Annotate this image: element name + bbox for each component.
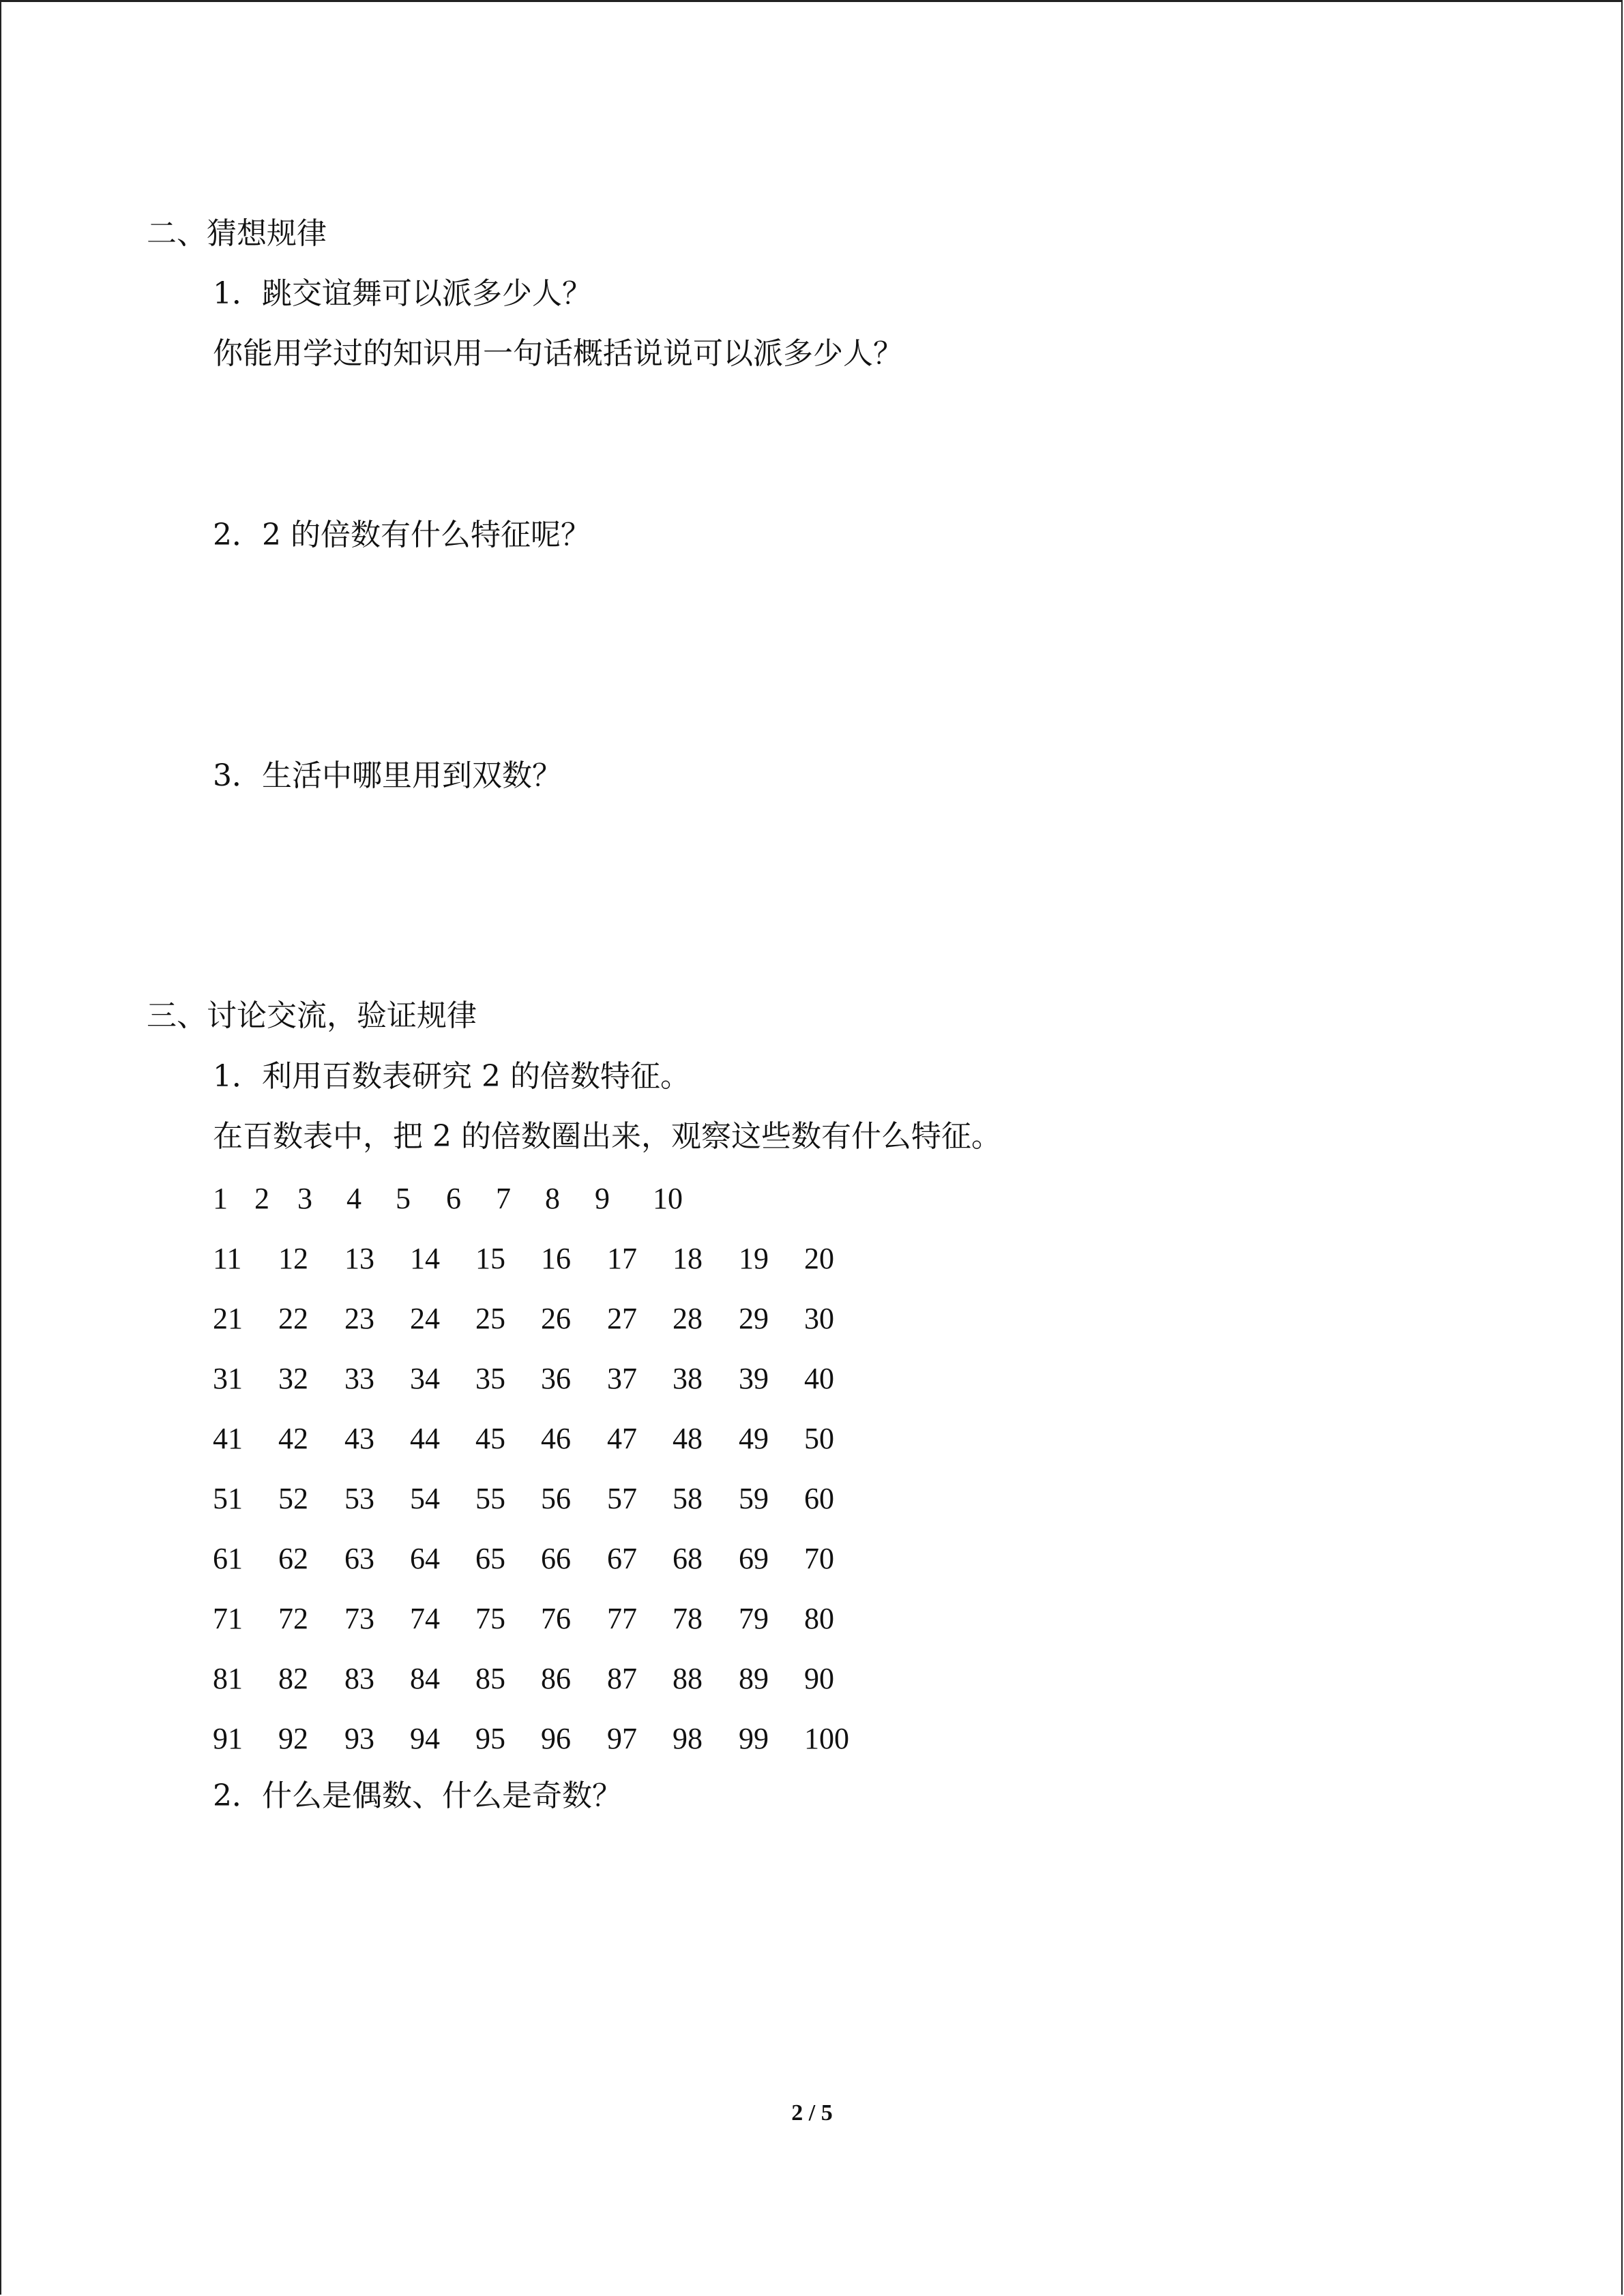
table-cell: 76 [541,1602,571,1635]
table-cell: 33 [344,1362,374,1395]
table-cell: 89 [739,1662,769,1695]
table-cell: 27 [607,1302,637,1335]
table-cell: 61 [213,1542,243,1575]
table-cell: 35 [475,1362,505,1395]
table-cell: 97 [607,1722,637,1755]
table-cell: 55 [475,1482,505,1515]
table-cell: 93 [344,1722,374,1755]
table-cell: 19 [739,1242,769,1275]
table-cell: 30 [804,1302,834,1335]
table-cell: 86 [541,1662,571,1695]
table-cell: 83 [344,1662,374,1695]
table-cell: 95 [475,1722,505,1755]
table-cell: 13 [344,1242,374,1275]
table-cell: 79 [739,1602,769,1635]
table-cell: 60 [804,1482,834,1515]
table-cell: 25 [475,1302,505,1335]
table-cell: 28 [673,1302,703,1335]
table-cell: 12 [278,1242,308,1275]
table-cell: 68 [673,1542,703,1575]
table-cell: 23 [344,1302,374,1335]
question-1-dance: 1．跳交谊舞可以派多少人？ [213,276,592,311]
table-cell: 53 [344,1482,374,1515]
table-cell: 54 [410,1482,440,1515]
table-cell: 48 [673,1422,703,1455]
question-2-multiples: 2．2 的倍数有什么特征呢？ [213,518,591,552]
table-cell: 88 [673,1662,703,1695]
table-cell: 2 [254,1182,269,1215]
table-cell: 59 [739,1482,769,1515]
table-cell: 34 [410,1362,440,1395]
table-cell: 20 [804,1242,834,1275]
page-number: 2 / 5 [791,2100,833,2126]
table-cell: 96 [541,1722,571,1755]
table-cell: 1 [213,1182,228,1215]
table-cell: 10 [653,1182,683,1215]
question-3-even-in-life: 3．生活中哪里用到双数？ [213,758,562,793]
table-cell: 39 [739,1362,769,1395]
table-cell: 6 [446,1182,461,1215]
table-cell: 31 [213,1362,243,1395]
table-cell: 14 [410,1242,440,1275]
table-cell: 71 [213,1602,243,1635]
table-cell: 7 [496,1182,511,1215]
table-cell: 64 [410,1542,440,1575]
table-cell: 16 [541,1242,571,1275]
table-cell: 22 [278,1302,308,1335]
table-cell: 94 [410,1722,440,1755]
table-cell: 78 [673,1602,703,1635]
table-cell: 69 [739,1542,769,1575]
table-cell: 50 [804,1422,834,1455]
table-cell: 49 [739,1422,769,1455]
table-cell: 56 [541,1482,571,1515]
table-cell: 3 [297,1182,312,1215]
discuss-question-1: 1．利用百数表研究 2 的倍数特征。 [213,1059,690,1094]
table-cell: 32 [278,1362,308,1395]
table-cell: 18 [673,1242,703,1275]
table-cell: 99 [739,1722,769,1755]
table-cell: 91 [213,1722,243,1755]
table-cell: 58 [673,1482,703,1515]
table-cell: 92 [278,1722,308,1755]
table-cell: 36 [541,1362,571,1395]
table-cell: 67 [607,1542,637,1575]
table-cell: 9 [595,1182,610,1215]
table-cell: 70 [804,1542,834,1575]
table-cell: 40 [804,1362,834,1395]
section-heading-discuss: 三、讨论交流，验证规律 [147,998,477,1033]
table-cell: 51 [213,1482,243,1515]
table-cell: 82 [278,1662,308,1695]
table-cell: 73 [344,1602,374,1635]
table-cell: 11 [213,1242,242,1275]
table-cell: 45 [475,1422,505,1455]
table-cell: 98 [673,1722,703,1755]
table-cell: 57 [607,1482,637,1515]
table-cell: 17 [607,1242,637,1275]
table-cell: 81 [213,1662,243,1695]
table-cell: 74 [410,1602,440,1635]
table-cell: 90 [804,1662,834,1695]
table-cell: 46 [541,1422,571,1455]
table-cell: 26 [541,1302,571,1335]
table-cell: 15 [475,1242,505,1275]
table-cell: 63 [344,1542,374,1575]
table-cell: 75 [475,1602,505,1635]
table-cell: 41 [213,1422,243,1455]
table-cell: 66 [541,1542,571,1575]
table-cell: 44 [410,1422,440,1455]
table-cell: 84 [410,1662,440,1695]
table-cell: 21 [213,1302,243,1335]
table-cell: 8 [545,1182,560,1215]
table-cell: 72 [278,1602,308,1635]
section-heading-guess: 二、猜想规律 [147,216,327,251]
table-cell: 80 [804,1602,834,1635]
table-cell: 42 [278,1422,308,1455]
table-cell: 24 [410,1302,440,1335]
table-cell: 5 [396,1182,411,1215]
table-cell: 4 [346,1182,361,1215]
table-cell: 100 [804,1722,849,1755]
table-cell: 77 [607,1602,637,1635]
table-cell: 52 [278,1482,308,1515]
discuss-question-2: 2．什么是偶数、什么是奇数？ [213,1778,622,1813]
table-cell: 62 [278,1542,308,1575]
table-cell: 65 [475,1542,505,1575]
table-cell: 29 [739,1302,769,1335]
discuss-question-1-instruction: 在百数表中，把 2 的倍数圈出来，观察这些数有什么特征。 [213,1119,1001,1154]
table-cell: 85 [475,1662,505,1695]
question-1-prompt: 你能用学过的知识用一句话概括说说可以派多少人？ [213,336,903,371]
table-cell: 87 [607,1662,637,1695]
table-cell: 43 [344,1422,374,1455]
table-cell: 38 [673,1362,703,1395]
table-cell: 47 [607,1422,637,1455]
table-cell: 37 [607,1362,637,1395]
